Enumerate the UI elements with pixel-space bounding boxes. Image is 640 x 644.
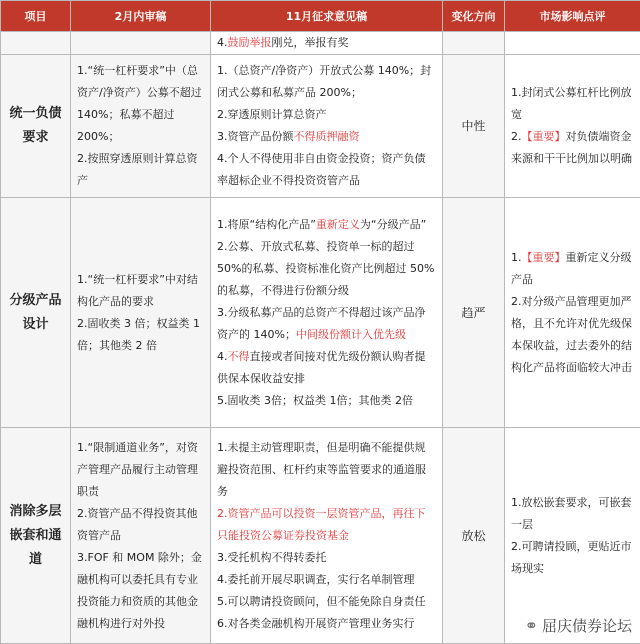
row2-direction: 趋严 (443, 198, 505, 428)
cell-text: 2.公募、开放式私募、投资单一标的超过50%的私募、投资标准化资产比例超过 50%的私募，不得进行份额分级 (217, 240, 434, 297)
row1-market (505, 55, 640, 198)
table-row-tiered (1, 198, 640, 428)
row3-item: 消除多层 嵌套和通 道 (1, 428, 71, 644)
cell-text: 3.分级私募产品的总资产不得超过该产品净资产的 140%； (217, 306, 426, 341)
cell-text: 1.放松嵌套要求，可嵌套一层 (511, 496, 632, 531)
cell-text: 刚兑，举报有奖 (272, 36, 349, 49)
highlight-text: 【重要】 (522, 130, 566, 143)
cell-line (511, 82, 634, 126)
header-nov-draft: 11月征求意见稿 (211, 1, 443, 32)
cell-line (511, 291, 634, 379)
cell-text: 4.委托前开展尽职调查，实行名单制管理 (217, 573, 415, 586)
cell-text: 1.（总资产/净资产）开放式公募 140%；封闭式公募和私募产品 200%； (217, 64, 431, 99)
cell-text: 对负债端资金来源和干干比例加以明确 (511, 130, 632, 165)
highlight-text: 不得 (228, 350, 250, 363)
table-row-continued (1, 32, 640, 55)
cell-line (217, 346, 436, 390)
row0-feb (71, 32, 211, 55)
cell-line (217, 126, 436, 148)
row3-nov (211, 428, 443, 644)
cell-text: 4. (217, 36, 228, 49)
row2-feb: 1.“统一杠杆要求”中对结构化产品的要求 2.固收类 3 倍；权益类 1 倍；其他类 2 倍 (71, 198, 211, 428)
cell-line (511, 247, 634, 291)
cell-line (217, 591, 436, 613)
highlight-text: 重新定义 (316, 218, 360, 231)
cell-text: 1.未提主动管理职责，但是明确不能提供规避投资范围、杠杆约束等监管要求的通道服务 (217, 441, 426, 498)
cell-line (217, 503, 436, 547)
cell-text: 2.穿透原则计算总资产 (217, 108, 327, 121)
cell-line (217, 547, 436, 569)
cell-line (217, 60, 436, 104)
cell-line (217, 148, 436, 192)
row2-item: 分级产品 设计 (1, 198, 71, 428)
cell-line (217, 104, 436, 126)
header-item: 项目 (1, 1, 71, 32)
row0-nov (211, 32, 443, 55)
cell-text: 4.个人不得使用非自由资金投资；资产负债率超标企业不得投资资管产品 (217, 152, 426, 187)
row3-market (505, 428, 640, 644)
watermark (525, 615, 632, 636)
highlight-text: 2.资管产品可以投资一层资管产品，再往下只能投资公募证券投资基金 (217, 507, 426, 542)
row0-item (1, 32, 71, 55)
header-row (1, 1, 640, 32)
row0-direction (443, 32, 505, 55)
cell-line (511, 126, 634, 170)
cell-text: 5.可以聘请投资顾问，但不能免除自身责任 (217, 595, 426, 608)
cell-line (217, 390, 436, 412)
highlight-text: 鼓励举报 (228, 36, 272, 49)
cell-line (217, 32, 436, 54)
cell-line (217, 236, 436, 302)
row0-market (505, 32, 640, 55)
cell-text: 直接或者间接对优先级份额认购者提供保本保收益安排 (217, 350, 426, 385)
cell-text: 1. (511, 251, 522, 264)
cell-text: 3.受托机构不得转委托 (217, 551, 327, 564)
header-feb-draft: 2月内审稿 (71, 1, 211, 32)
row1-item: 统一负债 要求 (1, 55, 71, 198)
wechat-icon: ⚭ (525, 616, 538, 635)
cell-text: 1.封闭式公募杠杆比例放宽 (511, 86, 632, 121)
highlight-text: 不得质押融资 (294, 130, 360, 143)
cell-text: 5.固收类 3倍；权益类 1倍；其他类 2倍 (217, 394, 413, 407)
cell-line (217, 302, 436, 346)
row2-market (505, 198, 640, 428)
cell-line (217, 613, 436, 635)
cell-line (511, 492, 634, 536)
cell-line (217, 437, 436, 503)
table-row-leverage (1, 55, 640, 198)
header-direction: 变化方向 (443, 1, 505, 32)
cell-text: 2.对分级产品管理更加严格，且不允许对优先级保本保收益，过去委外的结构化产品将面临较大冲击 (511, 295, 632, 374)
cell-text: 6.对各类金融机构开展资产管理业务实行 (217, 617, 415, 630)
cell-text: 1.将原“结构化产品” (217, 218, 316, 231)
table-row-nesting (1, 428, 640, 644)
cell-text: 2. (511, 130, 522, 143)
header-market-comment: 市场影响点评 (505, 1, 640, 32)
row1-feb: 1.“统一杠杆要求”中（总资产/净资产）公募不超过 140%；私募不超过 200%； 2.按照穿透原则计算总资产 (71, 55, 211, 198)
watermark-text: 屈庆债券论坛 (542, 615, 632, 636)
row1-nov (211, 55, 443, 198)
cell-line (511, 536, 634, 580)
cell-text: 重新定义分级产品 (511, 251, 632, 286)
row3-direction: 放松 (443, 428, 505, 644)
cell-text: 3.资管产品份额 (217, 130, 294, 143)
highlight-text: 中间级份额计入优先级 (296, 328, 406, 341)
cell-line (217, 214, 436, 236)
highlight-text: 【重要】 (522, 251, 566, 264)
row3-feb: 1.“限制通道业务”，对资产管理产品履行主动管理职责 2.资管产品不得投资其他资管产品 3.FOF 和 MOM 除外；金融机构可以委托具有专业投资能力和资质的其他金融机构进行对外投 (71, 428, 211, 644)
row2-nov (211, 198, 443, 428)
cell-text: 2.可聘请投顾，更贴近市场现实 (511, 540, 632, 575)
row1-direction: 中性 (443, 55, 505, 198)
cell-line (217, 569, 436, 591)
cell-text: 为“分级产品” (360, 218, 426, 231)
cell-text: 4. (217, 350, 228, 363)
